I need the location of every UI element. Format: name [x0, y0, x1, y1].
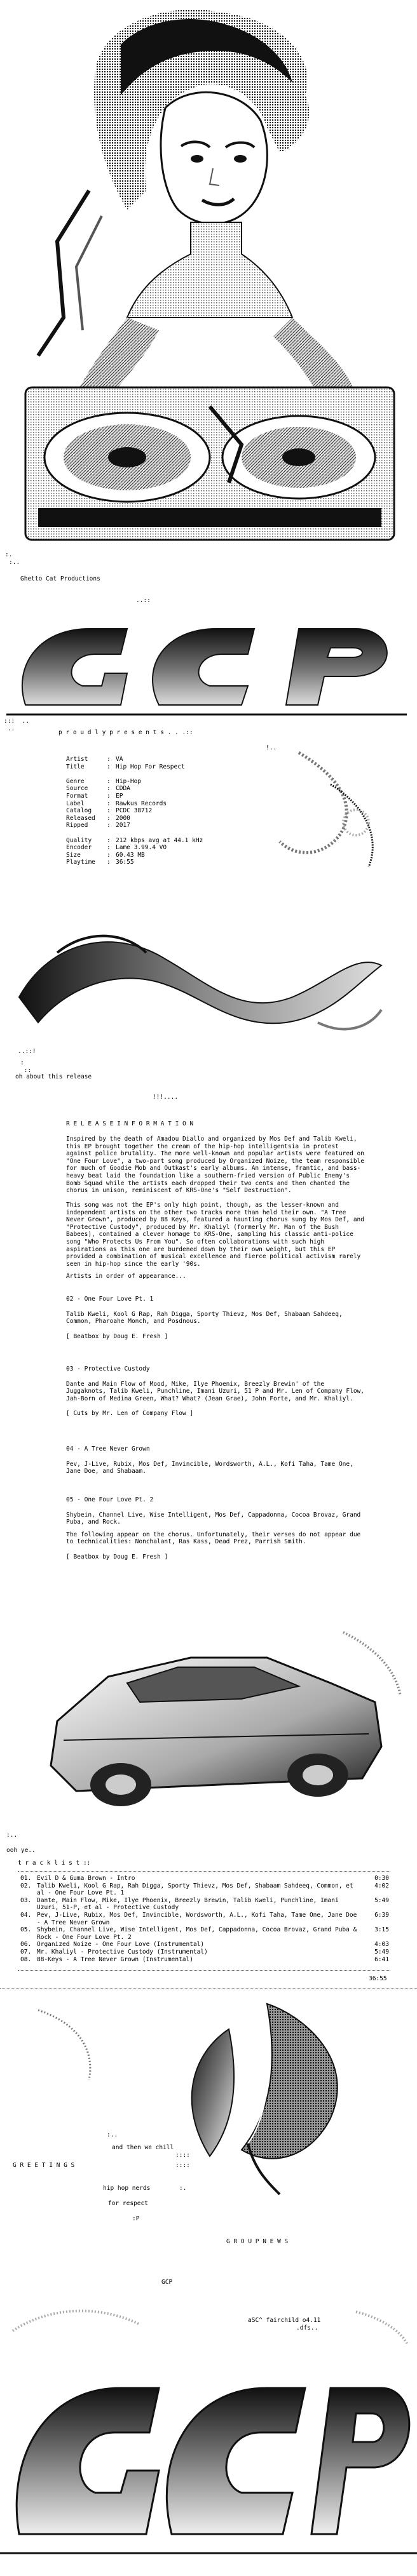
song-title: 02 - One Four Love Pt. 1 [66, 1296, 154, 1303]
about-dots-c: !!!.... [153, 1094, 179, 1101]
swirl-art [0, 746, 417, 911]
release-field-value: CDDA [116, 785, 130, 793]
release-field-separator: : [107, 859, 111, 866]
tracklist-oh-ye: ooh ye.. [6, 1847, 36, 1854]
track-number: 05. [20, 1926, 32, 1934]
about-paragraph-1: Inspired by the death of Amadou Diallo and organized by Mos Def and Talib Kweli, this EP brought together the cream of the hip-hop intelligentsia in protest against police brutality. The more well-known and popular artists were featured on "One Four Love", a two-part song produced by Organized Noize, the team responsible for much of Goodie Mob and Outkast's early albums. An intense, frantic, and bass-heavy beat laid the foundation like a southern-fried version of Public Enemy's Bomb Squad while the artists each dropped their two cents and then chanted the chorus in unison, reminiscent of KRS-One's "Self Destruction". [66, 1136, 364, 1195]
song-block [66, 1296, 365, 1340]
track-title: Shybein, Channel Live, Wise Intelligent, Mos Def, Cappadonna, Cocoa Brovaz, Grand Puba & Rock - One Four Love Pt. 2 [37, 1926, 357, 1941]
release-field-value: 212 kbps avg at 44.1 kHz [116, 836, 203, 844]
release-field-label: Catalog [66, 807, 92, 815]
track-row [20, 1926, 389, 1941]
release-field-separator: : [107, 814, 111, 822]
release-field-label: Format [66, 792, 88, 800]
track-duration: 6:39 [374, 1911, 389, 1919]
about-heading: oh about this release [15, 1073, 92, 1080]
track-row [20, 1897, 389, 1912]
song-credit: [ Beatbox by Doug E. Fresh ] [66, 1332, 168, 1340]
release-field-label: Label [66, 800, 85, 807]
track-row [20, 1882, 389, 1897]
wave-artwork [0, 915, 417, 1048]
song-artists: Shybein, Channel Live, Wise Intelligent, Mos Def, Cappadonna, Cocoa Brovaz, Grand Puba, and Rock. [66, 1511, 361, 1526]
release-field-separator: : [107, 756, 111, 763]
tracklist-dots-top: :.. [6, 1832, 18, 1839]
release-field-value: 2000 [116, 814, 130, 822]
release-field-value: PCDC 38712 [116, 807, 153, 815]
release-field-label: Genre [66, 777, 85, 785]
chorus-credit: [ Beatbox by Doug E. Fresh ] [66, 1553, 168, 1560]
track-row [20, 1875, 389, 1882]
release-field-separator: : [107, 807, 111, 815]
release-field-label: Source [66, 785, 88, 793]
greetings-heading: G R E E T I N G S [13, 2162, 75, 2169]
tracklist-divider-mid [18, 1970, 390, 1971]
presents-line: p r o u d l y p r e s e n t s . . .:: [58, 729, 193, 736]
track-title: Organized Noize - One Four Love (Instrumental) [37, 1941, 205, 1949]
track-duration: 0:30 [374, 1875, 389, 1882]
hip-hop-nerds: hip hop nerds [103, 2185, 151, 2192]
chorus-note: The following appear on the chorus. Unfortunately, their verses do not appear due to technicalities: Nonchalant, Ras Kass, Dead Prez, Parrish Smith. [66, 1531, 361, 1546]
release-field-value: 2017 [116, 822, 130, 829]
tracklist-heading: t r a c k l i s t :: [18, 1860, 91, 1867]
tracklist-divider-bottom [0, 1988, 417, 1989]
song-title: 03 - Protective Custody [66, 1365, 150, 1372]
release-field-separator: : [107, 836, 111, 844]
bottom-swirl-art [0, 2299, 417, 2344]
release-field-label: Ripped [66, 822, 88, 829]
release-field-separator: : [107, 763, 111, 770]
release-field-label: Released [66, 814, 95, 822]
release-field-separator: : [107, 851, 111, 859]
track-title: Pev, J-Live, Rubix, Mos Def, Invincible, Wordsworth, A.L., Kofi Taha, Tame One, Jane Doe - A Tree Never Grown [37, 1911, 357, 1926]
gcp-logo-top [0, 603, 417, 724]
about-dots-a: ..::! [18, 1048, 36, 1055]
track-title: Dante, Main Flow, Mike, Ilye Phoenix, Breezly Brewin, Talib Kweli, Punchline, Imani Uzuri, 51-P, et al - Protective Custody [37, 1896, 339, 1912]
track-row [20, 1912, 389, 1926]
song-block [66, 1365, 365, 1418]
song-artists: Talib Kweli, Kool G Rap, Rah Digga, Sporty Thievz, Mos Def, Shabaam Sahdeeq, Common, Pharoahe Monch, and Posdnous. [66, 1310, 343, 1325]
dj-girl-artwork [0, 0, 417, 553]
intro-left-dots: ::: .. .. [4, 718, 30, 732]
release-field-label: Quality [66, 836, 92, 844]
release-field-value: 36:55 [116, 859, 134, 866]
song-title: 04 - A Tree Never Grown [66, 1446, 150, 1452]
hip-hop-dots: :. [179, 2185, 187, 2192]
track-duration: 4:03 [374, 1941, 389, 1949]
song-artists: Dante and Main Flow of Mood, Mike, Ilye Phoenix, Breezly Brewin' of the Juggaknots, Talib Kweli, Punchline, Imani Uzuri, 51 P and Mr. Len of Company Flow, Jah-Born of Medina Green, What? What? (Jean Grae), John Forte, and Mr. Khaliyl. [66, 1380, 364, 1402]
release-field-label: Size [66, 851, 81, 859]
release-field-label: Title [66, 763, 85, 770]
outro-dots-1: :.. [107, 2131, 118, 2138]
track-number: 06. [20, 1941, 32, 1949]
group-name: Ghetto Cat Productions [20, 575, 100, 582]
release-info-title: R E L E A S E I N F O R M A T I O N [66, 1120, 194, 1127]
release-field-label: Artist [66, 756, 88, 763]
song-block [66, 1446, 365, 1475]
total-playtime: 36:55 [369, 1975, 387, 1982]
song-credit: [ Cuts by Mr. Len of Company Flow ] [66, 1410, 194, 1418]
release-field-separator: : [107, 792, 111, 800]
intro-dots-3: ..:: [136, 597, 151, 604]
release-field-value: VA [116, 756, 123, 763]
outro-chill: and then we chill [112, 2144, 174, 2151]
track-number: 07. [20, 1948, 32, 1955]
track-title: 88-Keys - A Tree Never Grown (Instrumental) [37, 1955, 193, 1963]
track-duration: 5:49 [374, 1948, 389, 1955]
gcp-logo-bottom [0, 2344, 417, 2572]
song-block [66, 1496, 365, 1561]
for-respect: for respect [108, 2200, 148, 2207]
release-field-label: Playtime [66, 859, 95, 866]
release-field-separator: : [107, 777, 111, 785]
release-field-value: EP [116, 792, 123, 800]
track-number: 02. [20, 1882, 32, 1889]
intro-dots-1: :. [5, 551, 13, 558]
song-title: 05 - One Four Love Pt. 2 [66, 1496, 154, 1503]
track-duration: 5:49 [374, 1896, 389, 1904]
track-duration: 4:02 [374, 1882, 389, 1889]
track-title: Talib Kweli, Kool G Rap, Rah Digga, Sporty Thievz, Mos Def, Shabaam Sahdeeq, Common, et al - One Four Love Pt. 1 [37, 1882, 353, 1897]
release-field-label: Encoder [66, 844, 92, 852]
tracklist-divider-top [18, 1871, 390, 1872]
intro-dots-2: :.. [9, 559, 20, 566]
car-artwork [0, 1588, 417, 1835]
signature-line: aSC^ fairchild o4.11 [248, 2317, 321, 2324]
presents-corner-dots: !.. [266, 744, 277, 751]
release-field-separator: : [107, 844, 111, 852]
release-field-value: 60.43 MB [116, 851, 145, 859]
track-duration: 6:41 [374, 1955, 389, 1963]
release-field-separator: : [107, 822, 111, 829]
track-number: 03. [20, 1896, 32, 1904]
track-row [20, 1941, 389, 1949]
release-field-value: Rawkus Records [116, 800, 167, 807]
release-field-value: Lame 3.99.4 V0 [116, 844, 167, 852]
signature-line-2: .dfs.. [296, 2324, 318, 2331]
track-number: 08. [20, 1955, 32, 1963]
track-list [20, 1875, 389, 1963]
track-title: Mr. Khaliyl - Protective Custody (Instrumental) [37, 1948, 208, 1955]
release-field-separator: : [107, 785, 111, 793]
track-duration: 3:15 [374, 1926, 389, 1934]
track-number: 04. [20, 1911, 32, 1919]
about-dots-b: : :: [20, 1059, 32, 1074]
group-news-heading: G R O U P N E W S [226, 2238, 289, 2245]
release-field-separator: : [107, 800, 111, 807]
track-row [20, 1956, 389, 1964]
greetings-dots: :::: [175, 2162, 190, 2169]
outro-dots-2: :::: [175, 2152, 190, 2159]
release-field-value: Hip Hop For Respect [116, 763, 185, 770]
track-title: Evil D & Guma Brown - Intro [37, 1875, 135, 1882]
smiley-face: :P [132, 2215, 140, 2222]
gcp-news-text: GCP [161, 2279, 173, 2286]
track-row [20, 1949, 389, 1956]
about-paragraph-2: This song was not the EP's only high point, though, as the lesser-known and independent artists on the other two tracks more than held their own. "A Tree Never Grown", produced by 88 Keys, featured a haunting chorus sung by Mos Def, and "Protective Custody", produced by Mr. Khaliyl (formerly Mr. Man of the Bush Babees), contained a clever homage to KRS-One, sampling his classic anti-police song "Who Protects Us From You". So often collaborations with such high aspirations as this one are burdened down by their own weight, but this EP provided a combination of musical excellence and fierce political activism rarely seen in hip-hop since the early '90s. [66, 1202, 364, 1268]
artists-intro: Artists in order of appearance... [66, 1273, 186, 1280]
song-artists: Pev, J-Live, Rubix, Mos Def, Invincible, Wordsworth, A.L., Kofi Taha, Tame One, Jane Doe, and Shabaam. [66, 1460, 353, 1475]
track-number: 01. [20, 1875, 32, 1882]
release-field-value: Hip-Hop [116, 777, 142, 785]
